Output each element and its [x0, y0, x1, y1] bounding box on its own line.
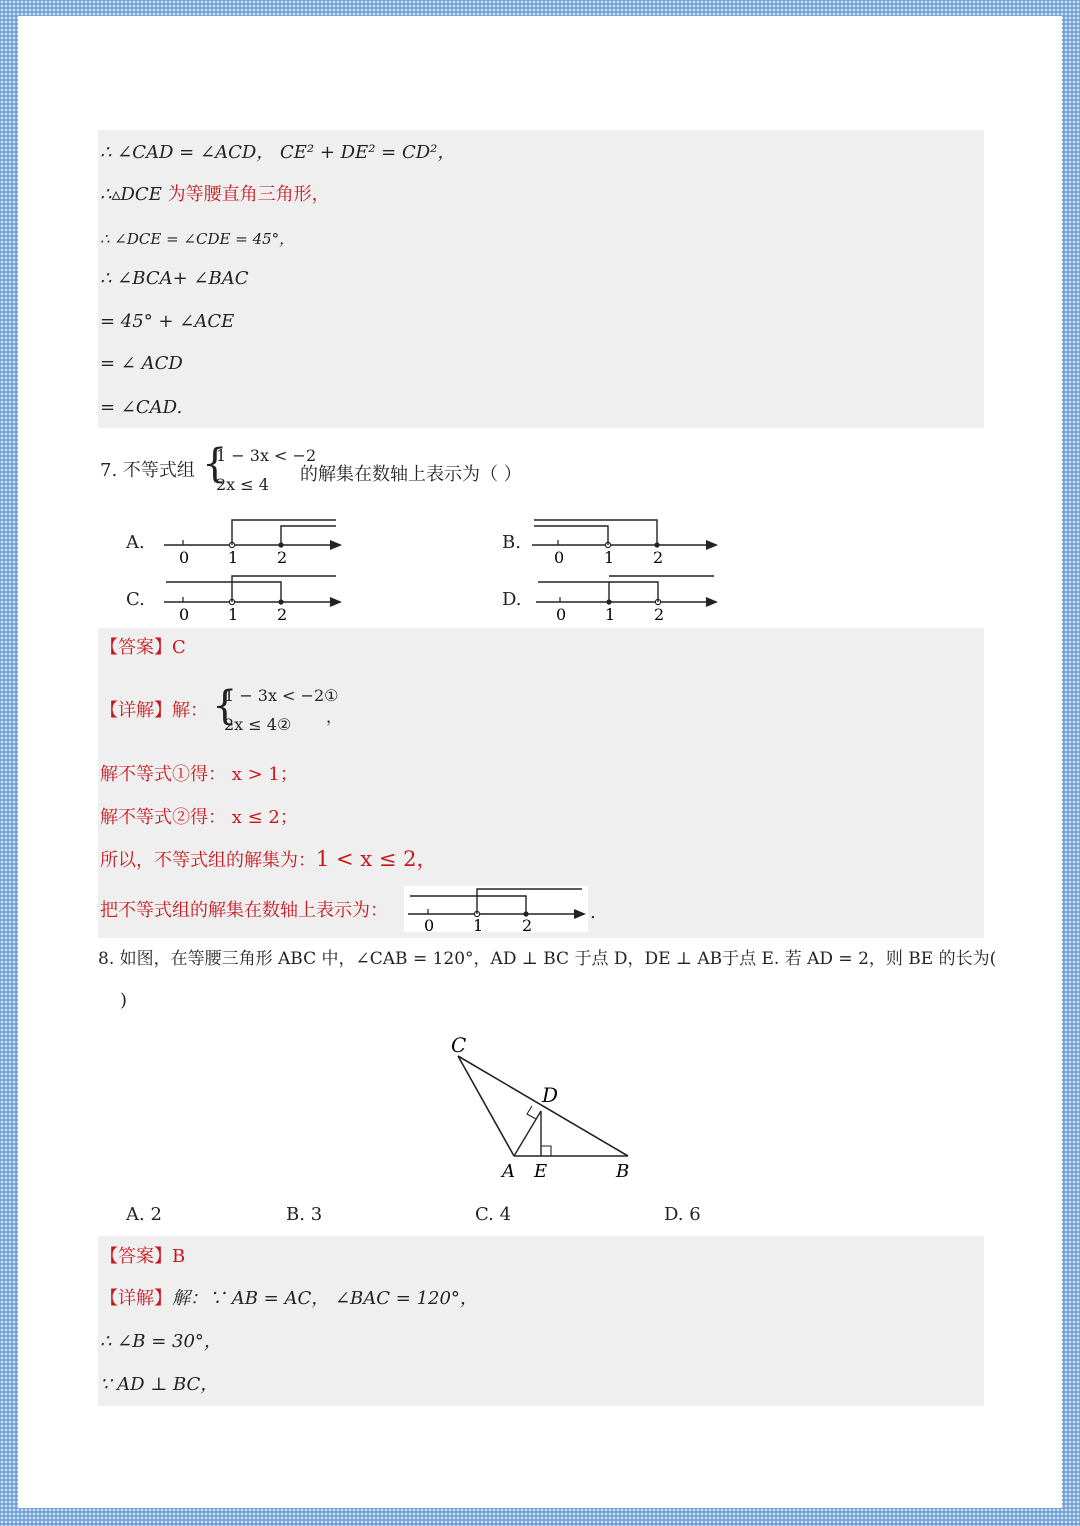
q7-option-d-label[interactable]: D.	[502, 589, 522, 610]
tick-label: 1	[473, 916, 484, 934]
option-label: A.	[126, 1204, 145, 1225]
tick-label: 2	[277, 548, 288, 566]
step3-text: 所以，不等式组的解集为：	[100, 850, 316, 871]
solution-line: ∴ ∠BCA+ ∠BAC	[100, 268, 249, 289]
label-B: B	[616, 1161, 630, 1182]
q7-number: 7. 不等式组	[100, 460, 195, 481]
answer-value: C	[172, 637, 186, 658]
q8-solution-block	[98, 1236, 984, 1406]
q7-option-a-number-line	[164, 516, 349, 566]
option-label: B.	[286, 1204, 305, 1225]
tick-label: 0	[179, 605, 190, 622]
q8-option-c[interactable]	[475, 1204, 511, 1225]
q7-step1: 解不等式①得： x > 1；	[100, 764, 298, 785]
q7-option-d-number-line	[536, 572, 726, 622]
solution-line: ∴ ∠DCE = ∠CDE = 45°，	[100, 230, 295, 248]
label-D: D	[542, 1083, 559, 1107]
tick-label: 0	[179, 548, 190, 566]
option-value: 4	[499, 1204, 512, 1225]
q7-step4-number-line	[406, 886, 592, 934]
q7-answer-line	[100, 637, 186, 659]
solution-line: = 45° + ∠ACE	[100, 311, 235, 332]
detail-tag: 【详解】	[100, 1288, 172, 1309]
answer-value: B	[172, 1246, 186, 1267]
label-E: E	[534, 1161, 548, 1182]
solution-text: ∴▵DCE	[100, 184, 162, 205]
option-label: C.	[475, 1204, 494, 1225]
tick-label: 1	[228, 548, 239, 566]
q7-detail-sys-suffix: ，	[326, 707, 343, 726]
q7-option-b-number-line	[532, 516, 727, 566]
q8-answer-line	[100, 1246, 185, 1268]
q7-option-a-label[interactable]: A.	[126, 532, 145, 553]
q8-triangle-figure	[438, 1032, 638, 1182]
q7-detail-sys1: 1 − 3x < −2①	[224, 686, 339, 705]
q7-system-line2: 2x ≤ 4	[216, 475, 269, 494]
option-value: 6	[689, 1204, 701, 1225]
q7-option-c-label[interactable]: C.	[126, 589, 145, 610]
solution-line	[100, 184, 330, 206]
tick-label: 0	[556, 605, 567, 622]
tick-label: 1	[228, 605, 239, 622]
q8-detail-line3: ∵ AD ⊥ BC，	[100, 1374, 219, 1395]
tick-label: 2	[653, 548, 664, 566]
q7-step4: 把不等式组的解集在数轴上表示为：	[100, 900, 388, 921]
q7-stem	[100, 460, 195, 482]
q8-option-d[interactable]	[664, 1204, 701, 1225]
label-A: A	[502, 1161, 515, 1182]
detail-intro: 解：	[172, 700, 208, 721]
tick-label: 2	[654, 605, 665, 622]
q8-detail-line1	[100, 1288, 478, 1310]
solution-line: = ∠ ACD	[100, 353, 183, 374]
q8-stem-close: )	[120, 990, 128, 1011]
step3-math: 1 < x ≤ 2，	[316, 847, 438, 871]
q7-detail-brace: {	[212, 683, 238, 729]
q7-brace: {	[202, 441, 228, 487]
tick-label: 1	[605, 605, 616, 622]
q7-step4-suffix: .	[590, 902, 596, 923]
q8-detail-line2: ∴ ∠B = 30°，	[100, 1331, 222, 1352]
solution-line: = ∠CAD.	[100, 397, 183, 418]
label-C: C	[451, 1033, 467, 1057]
tick-label: 0	[554, 548, 565, 566]
q7-option-b-label[interactable]: B.	[502, 532, 521, 553]
q7-stem-suffix: 的解集在数轴上表示为（ ）	[300, 464, 522, 485]
q8-option-b[interactable]	[286, 1204, 322, 1225]
q7-option-c-number-line	[164, 572, 349, 622]
q7-step3	[100, 848, 437, 872]
q7-system-line1: 1 − 3x < −2	[216, 446, 317, 465]
q7-detail-line	[100, 700, 208, 722]
answer-tag: 【答案】	[100, 637, 172, 658]
detail-text: 解：∵ AB = AC， ∠BAC = 120°，	[172, 1288, 478, 1309]
solution-text-red: 为等腰直角三角形，	[161, 184, 330, 205]
option-label: D.	[664, 1204, 684, 1225]
tick-label: 0	[424, 916, 435, 934]
tick-label: 1	[604, 548, 615, 566]
solution-line: ∴ ∠CAD = ∠ACD， CE² + DE² = CD²，	[100, 142, 456, 163]
q7-step2: 解不等式②得： x ≤ 2；	[100, 807, 298, 828]
answer-tag: 【答案】	[100, 1246, 172, 1267]
q7-detail-sys2: 2x ≤ 4②	[224, 715, 292, 734]
tick-label: 2	[277, 605, 288, 622]
tick-label: 2	[522, 916, 533, 934]
document-page	[18, 16, 1062, 1508]
q8-stem: 8. 如图，在等腰三角形 ABC 中，∠CAB = 120°，AD ⊥ BC 于点 D，DE ⊥ AB于点 E. 若 AD = 2，则 BE 的长为(	[98, 949, 997, 969]
option-value: 2	[150, 1204, 162, 1225]
q8-option-a[interactable]	[126, 1204, 162, 1225]
detail-tag: 【详解】	[100, 700, 172, 721]
option-value: 3	[310, 1204, 323, 1225]
